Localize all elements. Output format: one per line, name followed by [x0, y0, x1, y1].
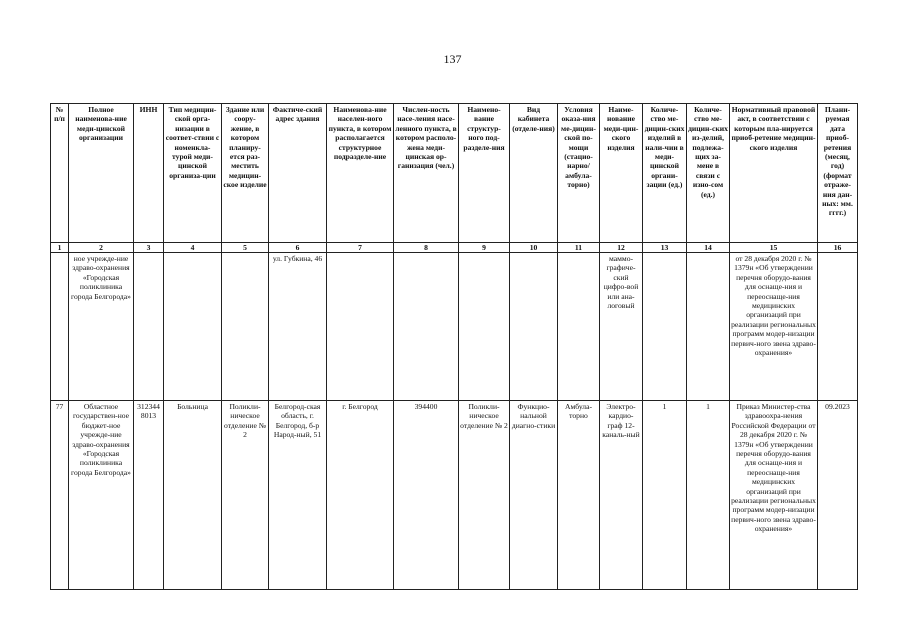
cell-address: ул. Губкина, 46 — [269, 253, 327, 401]
column-number: 13 — [643, 243, 687, 253]
cell-qty-replace — [687, 253, 730, 401]
equipment-table — [50, 103, 858, 590]
header-cell: Числен-ность насе-ления насе-ленного пункта, в котором располо-жена меди-цинская ор-ганизация (чел.) — [394, 104, 459, 243]
cell-num: 77 — [51, 401, 69, 590]
cell-date — [818, 253, 858, 401]
header-cell: Нормативный правовой акт, в соответствии с которым пла-нируется приоб-ретение медицин-ского изделия — [730, 104, 818, 243]
column-number: 7 — [327, 243, 394, 253]
header-cell: Тип медицин-ской орга-низации в соответ-ствии с номенкла-турой меди-цинской организа-ции — [164, 104, 222, 243]
cell-population: 394400 — [394, 401, 459, 590]
cell-inn: 312344 8013 — [134, 401, 164, 590]
header-cell: Условия оказа-ния ме-дицин-ской по-мощи (стацио-нарно/ амбула-торно) — [558, 104, 600, 243]
cell-unit — [459, 253, 510, 401]
cell-conditions — [558, 253, 600, 401]
column-number: 14 — [687, 243, 730, 253]
header-cell: Наимено-вание структур-ного под-разделе-ния — [459, 104, 510, 243]
header-cell: Количе-ство ме-дицин-ских изделий в нали-чии в меди-цинской органи-зации (ед.) — [643, 104, 687, 243]
header-cell: Фактиче-ский адрес здания — [269, 104, 327, 243]
cell-qty-have: 1 — [643, 401, 687, 590]
column-number: 15 — [730, 243, 818, 253]
cell-building — [222, 253, 269, 401]
header-cell: Количе-ство ме-дицин-ских из-делий, подлежа-щих за-мене в связи с изно-сом (ед.) — [687, 104, 730, 243]
cell-settlement — [327, 253, 394, 401]
header-cell: Наименова-ние населен-ного пункта, в котором располагается структурное подразделе-ние — [327, 104, 394, 243]
column-number: 8 — [394, 243, 459, 253]
header-row — [51, 104, 858, 243]
cell-num — [51, 253, 69, 401]
cell-settlement: г. Белгород — [327, 401, 394, 590]
header-cell: Полное наименова-ние меди-цинской организации — [69, 104, 134, 243]
table-row — [51, 253, 858, 401]
cell-device: Электро-кардио-граф 12-каналь-ный — [600, 401, 643, 590]
column-number: 2 — [69, 243, 134, 253]
page-number: 137 — [443, 52, 462, 66]
cell-qty-have — [643, 253, 687, 401]
cell-conditions: Амбула-торно — [558, 401, 600, 590]
cell-inn — [134, 253, 164, 401]
cell-device: маммо-графиче-ский цифро-вой или ана-логовый — [600, 253, 643, 401]
column-number: 1 — [51, 243, 69, 253]
cell-org: ное учрежде-ние здраво-охранения «Городская поликлиника города Белгорода» — [69, 253, 134, 401]
header-cell: Здание или соору-жение, в котором планиру-ется раз-местить медицин-ское изделие — [222, 104, 269, 243]
header-cell: ИНН — [134, 104, 164, 243]
column-number: 5 — [222, 243, 269, 253]
column-number: 6 — [269, 243, 327, 253]
column-number: 9 — [459, 243, 510, 253]
column-number: 11 — [558, 243, 600, 253]
header-cell: Плани-руемая дата приоб-ретения (месяц, год) (формат отраже-ния дан-ных: мм. гггг.) — [818, 104, 858, 243]
header-cell: Вид кабинета (отделе-ния) — [510, 104, 558, 243]
cell-cabinet — [510, 253, 558, 401]
cell-act: Приказ Министер-ства здравоохра-нения Российской Федерации от 28 декабря 2020 г. № 1379н «Об утверждении перечня оборудо-вания для оснаще-ния и переоснаще-ния медицинских организаций при реализации региональных программ модер-низации первич-ного звена здраво-охранения» — [730, 401, 818, 590]
column-number: 4 — [164, 243, 222, 253]
column-number-row — [51, 243, 858, 253]
cell-cabinet: Функцио-нальной диагно-стики — [510, 401, 558, 590]
cell-org: Областное государствен-ное бюджет-ное учрежде-ние здраво-охранения «Городская поликлиника города Белгорода» — [69, 401, 134, 590]
table-row — [51, 401, 858, 590]
cell-unit: Поликли-ническое отделение № 2 — [459, 401, 510, 590]
cell-date: 09.2023 — [818, 401, 858, 590]
column-number: 10 — [510, 243, 558, 253]
header-cell: № п/п — [51, 104, 69, 243]
column-number: 16 — [818, 243, 858, 253]
column-number: 3 — [134, 243, 164, 253]
column-number: 12 — [600, 243, 643, 253]
cell-type: Больница — [164, 401, 222, 590]
cell-qty-replace: 1 — [687, 401, 730, 590]
cell-act: от 28 декабря 2020 г. № 1379н «Об утверждении перечня оборудо-вания для оснаще-ния и переоснаще-ния медицинских организаций при реализации региональных программ модер-низации первич-ного звена здраво-охранения» — [730, 253, 818, 401]
header-cell: Наиме-нование меди-цин-ского изделия — [600, 104, 643, 243]
cell-address: Белгород-ская область, г. Белгород, б-р Народ-ный, 51 — [269, 401, 327, 590]
cell-population — [394, 253, 459, 401]
cell-type — [164, 253, 222, 401]
cell-building: Поликли-ническое отделение № 2 — [222, 401, 269, 590]
